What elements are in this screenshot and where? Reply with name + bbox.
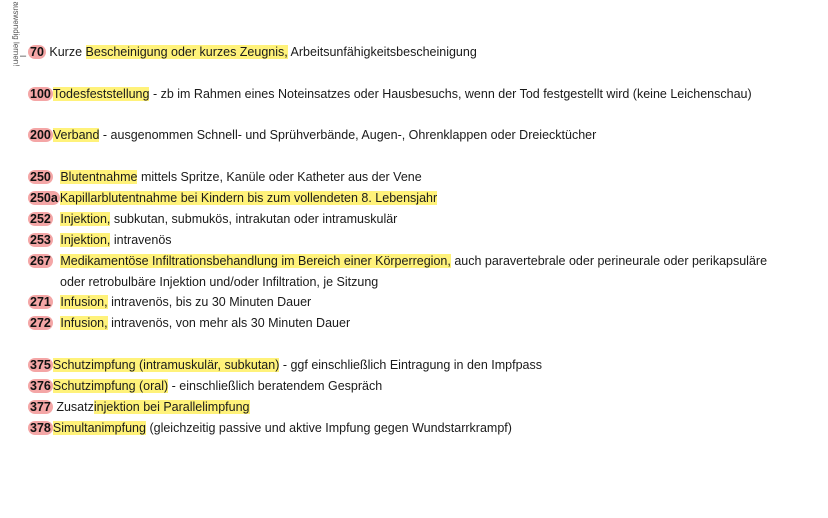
side-tick: – — [20, 50, 27, 62]
list-item-continuation — [60, 274, 378, 290]
list-item — [28, 86, 752, 102]
item-description: (gleichzeitig passive und aktive Impfung gegen Wundstarrkrampf) — [149, 421, 512, 435]
list-item — [28, 169, 422, 185]
item-highlight: Injektion, — [60, 212, 111, 226]
item-highlight: Infusion, — [60, 295, 108, 309]
list-item — [28, 127, 596, 143]
item-code: 375 — [30, 358, 51, 372]
item-lead: Zusatz — [56, 400, 94, 414]
item-highlight: Schutzimpfung (oral) — [52, 379, 169, 393]
item-highlight: Bescheinigung oder kurzes Zeugnis, — [85, 45, 288, 59]
item-code: 100 — [30, 87, 51, 101]
item-highlight: Blutentnahme — [60, 170, 138, 184]
item-code: 250 — [30, 170, 51, 184]
item-description: intravenös, bis zu 30 Minuten Dauer — [111, 295, 312, 309]
list-item — [28, 378, 382, 394]
item-highlight: Injektion, — [60, 233, 111, 247]
list-item — [28, 190, 437, 206]
item-code: 377 — [30, 400, 51, 414]
item-code: 267 — [30, 254, 51, 268]
item-highlight: injektion bei Parallelimpfung — [93, 400, 250, 414]
item-code: 378 — [30, 421, 51, 435]
item-description: Arbeitsunfähigkeitsbescheinigung — [290, 45, 477, 59]
list-item — [28, 211, 397, 227]
list-item — [28, 357, 542, 373]
item-code: 70 — [30, 45, 44, 59]
item-code: 272 — [30, 316, 51, 330]
item-code: 271 — [30, 295, 51, 309]
item-description: - einschließlich beratendem Gespräch — [171, 379, 383, 393]
side-note-text: auswendig lernen! — [11, 1, 21, 67]
list-item — [28, 294, 311, 310]
item-code: 252 — [30, 212, 51, 226]
item-description: mittels Spritze, Kanüle oder Katheter aus der Vene — [140, 170, 422, 184]
item-description: subkutan, submukös, intrakutan oder intramuskulär — [113, 212, 398, 226]
list-item — [28, 44, 477, 60]
item-highlight: Simultanimpfung — [52, 421, 146, 435]
item-description: - ggf einschließlich Eintragung in den Impfpass — [282, 358, 543, 372]
list-item — [28, 315, 350, 331]
item-description: auch paravertebrale oder perineurale oder perikapsuläre — [454, 254, 768, 268]
side-note — [9, 2, 19, 94]
item-highlight: Verband — [52, 128, 100, 142]
item-description: - zb im Rahmen eines Noteinsatzes oder Hausbesuchs, wenn der Tod festgestellt wird (keine Leichenschau) — [152, 87, 752, 101]
item-continuation: oder retrobulbäre Injektion und/oder Infiltration, je Sitzung — [60, 275, 379, 289]
list-item — [28, 420, 512, 436]
item-highlight: Kapillarblutentnahme bei Kindern bis zum vollendeten 8. Lebensjahr — [59, 191, 438, 205]
item-code: 376 — [30, 379, 51, 393]
item-code: 253 — [30, 233, 51, 247]
list-item — [28, 232, 172, 248]
item-description: intravenös, von mehr als 30 Minuten Dauer — [111, 316, 351, 330]
list-item — [28, 399, 250, 415]
item-highlight: Todesfeststellung — [52, 87, 150, 101]
item-highlight: Schutzimpfung (intramuskulär, subkutan) — [52, 358, 280, 372]
item-code: 200 — [30, 128, 51, 142]
item-highlight: Infusion, — [60, 316, 108, 330]
item-highlight: Medikamentöse Infiltrationsbehandlung im Bereich einer Körperregion, — [60, 254, 451, 268]
item-lead: Kurze — [49, 45, 83, 59]
item-description: - ausgenommen Schnell- und Sprühverbände, Augen-, Ohrenklappen oder Dreiecktücher — [102, 128, 597, 142]
item-description: intravenös — [113, 233, 172, 247]
item-code: 250a — [30, 191, 58, 205]
list-item — [28, 253, 767, 269]
